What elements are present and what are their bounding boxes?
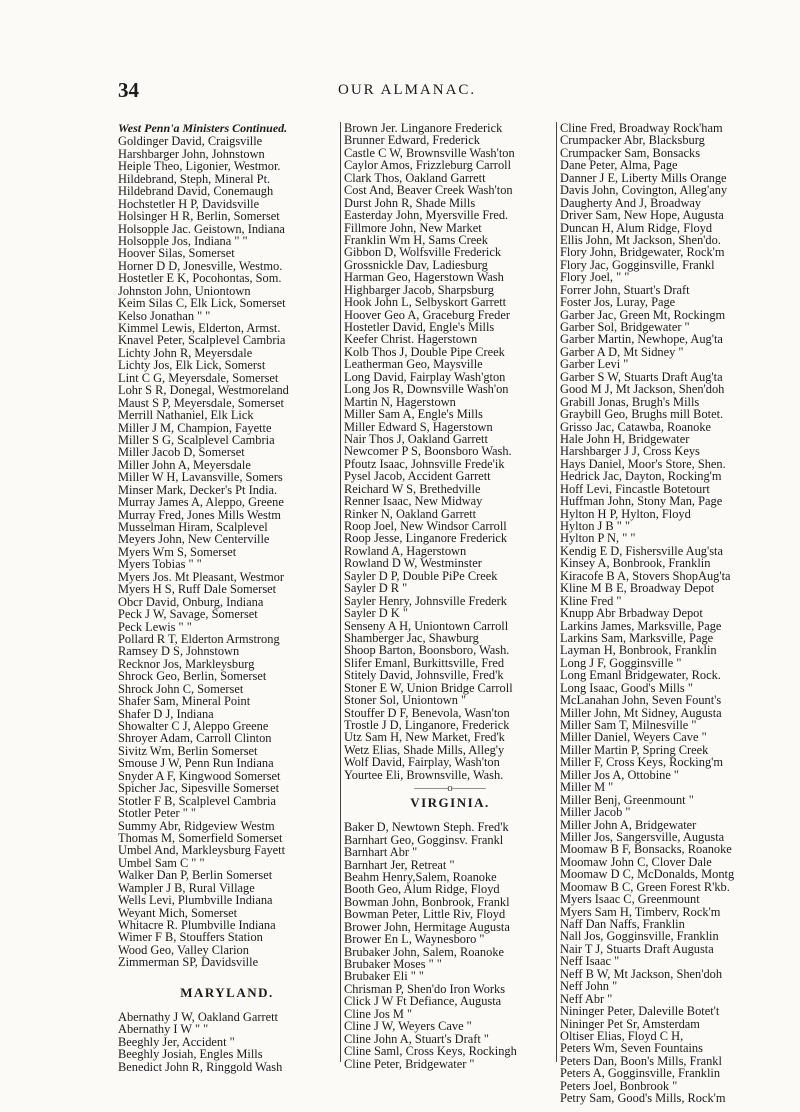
column-2 — [340, 121, 556, 1071]
directory-entry: Fillmore John, New Market — [344, 220, 482, 235]
directory-entry: Myers Jos. Mt Pleasant, Westmor — [118, 569, 285, 584]
directory-entry: Miller John, Mt Sidney, Augusta — [560, 705, 722, 720]
directory-entry: Shrock John C, Somerset — [118, 681, 244, 696]
directory-entry: Castle C W, Brownsville Wash'ton — [344, 145, 515, 160]
directory-entry: Barnhart Jer, Retreat " — [344, 857, 455, 872]
directory-entry: Benedict John R, Ringgold Wash — [118, 1059, 283, 1074]
directory-entry: Driver Sam, New Hope, Augusta — [560, 208, 724, 223]
directory-entry: Hook John L, Selbyskort Garrett — [344, 295, 507, 310]
directory-entry: Kimmel Lewis, Elderton, Armst. — [118, 321, 281, 336]
directory-entry: Brown Jer. Linganore Frederick — [344, 121, 503, 135]
directory-entry: Shamberger Jac, Shawburg — [344, 630, 479, 645]
directory-entry: Abernathy I W " " — [118, 1022, 209, 1037]
column-1 — [118, 121, 336, 1074]
directory-entry: Caylor Amos, Frizzleburg Carroll — [344, 158, 512, 173]
directory-entry: Clark Thos, Oakland Garrett — [344, 170, 486, 185]
section-heading-maryland: MARYLAND. — [180, 984, 274, 1000]
directory-entry: Peters Wm, Seven Fountains — [560, 1041, 703, 1056]
directory-entry: Good M J, Mt Jackson, Shen'doh — [560, 382, 725, 397]
directory-entry: Graybill Geo, Brughs mill Botet. — [560, 407, 724, 422]
directory-entry: Beeghly Josiah, Engles Mills — [118, 1047, 263, 1062]
directory-entry: Brubaker John, Salem, Roanoke — [344, 944, 505, 959]
directory-entry: Shoop Barton, Boonsboro, Wash. — [344, 643, 510, 658]
directory-entry: Peters A, Gogginsville, Franklin — [560, 1066, 721, 1081]
directory-entry: Durst John R, Shade Mills — [344, 195, 476, 210]
directory-entry: Larkins Sam, Marksville, Page — [560, 630, 714, 645]
directory-entry: Neff John " — [560, 979, 618, 994]
directory-entry: Sivitz Wm, Berlin Somerset — [118, 743, 258, 758]
directory-entry: Keim Silas C, Elk Lick, Somerset — [118, 296, 286, 311]
directory-entry: Miller Jacob " — [560, 805, 631, 820]
directory-entry: Miller Martin P, Spring Creek — [560, 742, 709, 757]
directory-entry: Heiple Theo, Ligonier, Westmor. — [118, 159, 281, 174]
page-number: 34 — [118, 78, 139, 102]
directory-entry: Leatherman Geo, Maysville — [344, 357, 483, 372]
directory-entry: Goldinger David, Craigsville — [118, 134, 263, 149]
directory-entry: Knavel Peter, Scalplevel Cambria — [118, 333, 286, 348]
directory-entry: Miller Daniel, Weyers Cave " — [560, 730, 707, 745]
directory-entry: Rowland A, Hagerstown — [344, 543, 467, 558]
directory-entry: Kelso Jonathan " " — [118, 308, 211, 323]
directory-entry: Miller Jos, Sangersville, Augusta — [560, 829, 725, 844]
directory-entry: Moomaw John C, Clover Dale — [560, 854, 712, 869]
directory-entry: Gibbon D, Wolfsville Frederick — [344, 245, 502, 260]
directory-entry: Obcr David, Onburg, Indiana — [118, 594, 264, 609]
directory-entry: Maust S P, Meyersdale, Somerset — [118, 395, 284, 410]
directory-entry: Reichard W S, Brethedville — [344, 481, 481, 496]
directory-entry: Wimer F B, Stouffers Station — [118, 930, 263, 945]
directory-entry: Miller John A, Meyersdale — [118, 457, 251, 472]
directory-entry: Rowland D W, Westminster — [344, 556, 482, 571]
directory-entry: Peters Dan, Boon's Mills, Frankl — [560, 1053, 722, 1068]
directory-entry: Stoner E W, Union Bridge Carroll — [344, 680, 513, 695]
directory-entry: Hochstetler H P, Davidsville — [118, 196, 260, 211]
directory-entry: Danner J E, Liberty Mills Orange — [560, 170, 727, 185]
directory-entry: Grossnickle Dav, Ladiesburg — [344, 257, 488, 272]
directory-entry: McLanahan John, Seven Fount's — [560, 693, 722, 708]
directory-entry: Murray James A, Aleppo, Greene — [118, 495, 284, 510]
directory-entry: Thomas M, Somerfield Somerset — [118, 830, 283, 845]
directory-entry: Holsopple Jos, Indiana " " — [118, 233, 248, 248]
directory-entry: Peck Lewis " " — [118, 619, 192, 634]
directory-entry: Renner Isaac, New Midway — [344, 494, 483, 509]
directory-entry: Naff Dan Naffs, Franklin — [560, 917, 685, 931]
directory-entry: Cline J W, Weyers Cave " — [344, 1019, 472, 1034]
directory-entry: Highbarger Jacob, Sharpsburg — [344, 282, 494, 297]
directory-entry: Cost And, Beaver Creek Wash'ton — [344, 183, 513, 198]
directory-entry: Cline Fred, Broadway Rock'ham — [560, 121, 723, 135]
running-title: OUR ALMANAC. — [338, 82, 477, 98]
directory-entry: Kendig E D, Fishersville Aug'sta — [560, 543, 723, 558]
directory-entry: Hildebrand, Steph, Mineral Pt. — [118, 171, 271, 186]
page-header — [118, 78, 718, 104]
directory-entry: Baker D, Newtown Steph. Fred'k — [344, 820, 509, 835]
directory-entry: Miller Edward S, Hagerstown — [344, 419, 493, 434]
directory-entry: Myers Isaac C, Greenmount — [560, 892, 700, 907]
entry-list — [560, 122, 774, 1105]
directory-entry: Sayler D K " — [344, 606, 408, 621]
directory-entry: Hylton J B " " — [560, 519, 631, 533]
directory-entry: Kinsey A, Bonbrook, Franklin — [560, 556, 711, 571]
directory-entry: Long David, Fairplay Wash'gton — [344, 369, 506, 384]
directory-entry: Meyers John, New Centerville — [118, 532, 270, 547]
directory-entry: Utz Sam H, New Market, Fred'k — [344, 730, 505, 745]
directory-entry: Abernathy J W, Oakland Garrett — [118, 1009, 279, 1024]
directory-entry: Merrill Nathaniel, Elk Lick — [118, 408, 254, 423]
directory-entry: Cline Jos M " — [344, 1006, 413, 1021]
section-ornament: ———o——— — [414, 782, 486, 795]
directory-entry: Wells Levi, Plumbville Indiana — [118, 893, 273, 908]
directory-entry: Weyant Mich, Somerset — [118, 905, 238, 920]
directory-entry: Miller Jacob D, Somerset — [118, 445, 245, 460]
directory-entry: Lichty Jos, Elk Lick, Somerst — [118, 358, 266, 373]
directory-entry: Stitely David, Johnsville, Fred'k — [344, 668, 504, 683]
directory-entry: Long Isaac, Good's Mills " — [560, 680, 693, 695]
directory-entry: Miller F, Cross Keys, Rocking'm — [560, 755, 724, 770]
directory-entry: Sayler Henry, Johnsville Frederk — [344, 593, 507, 608]
directory-entry: Petry Sam, Good's Mills, Rock'm — [560, 1091, 726, 1106]
directory-entry: Brunner Edward, Frederick — [344, 133, 480, 148]
directory-entry: Moomaw B F, Bonsacks, Roanoke — [560, 842, 732, 857]
directory-entry: Myers Wm S, Somerset — [118, 544, 237, 559]
directory-entry: Nininger Pet Sr, Amsterdam — [560, 1016, 700, 1031]
directory-entry: Shroyer Adam, Carroll Clinton — [118, 731, 272, 746]
directory-entry: Wampler J B, Rural Village — [118, 880, 255, 895]
directory-entry: Smouse J W, Penn Run Indiana — [118, 756, 274, 771]
directory-entry: Grabill Jonas, Brugh's Mills — [560, 394, 700, 409]
directory-columns — [118, 121, 770, 1106]
section-continued-label: West Penn'a Ministers Continued. — [118, 121, 288, 135]
directory-entry: Musselman Hiram, Scalplevel — [118, 520, 268, 535]
directory-entry: Zimmerman SP, Davidsville — [118, 955, 259, 970]
directory-entry: Larkins James, Marksville, Page — [560, 618, 722, 633]
directory-entry: Flory John, Bridgewater, Rock'm — [560, 245, 725, 260]
directory-entry: Hildebrand David, Conemaugh — [118, 184, 274, 199]
directory-entry: Harshbarger J J, Cross Keys — [560, 444, 700, 459]
directory-entry: Booth Geo, Alum Ridge, Floyd — [344, 882, 500, 897]
directory-entry: Miller Sam A, Engle's Mills — [344, 407, 483, 422]
directory-entry: Nininger Peter, Daleville Botet't — [560, 1004, 720, 1019]
directory-entry: Davis John, Covington, Alleg'any — [560, 183, 728, 198]
directory-entry: Rinker N, Oakland Garrett — [344, 506, 477, 521]
directory-entry: Knupp Abr Brbadway Depot — [560, 606, 703, 621]
directory-entry: Lichty John R, Meyersdale — [118, 345, 253, 360]
directory-entry: Hostetler E K, Pocohontas, Som. — [118, 271, 282, 286]
column-3 — [556, 121, 774, 1106]
directory-entry: Kiracofe B A, Stovers ShopAug'ta — [560, 568, 731, 583]
directory-entry: Shrock Geo, Berlin, Somerset — [118, 669, 267, 684]
directory-entry: Summy Abr, Ridgeview Westm — [118, 818, 275, 833]
directory-entry: Miller J M, Champion, Fayette — [118, 420, 272, 435]
directory-entry: Garber Levi " — [560, 357, 629, 372]
directory-entry: Peters Joel, Bonbrook " — [560, 1078, 678, 1093]
directory-entry: Garber Martin, Newhope, Aug'ta — [560, 332, 723, 347]
directory-entry: Roop Joel, New Windsor Carroll — [344, 519, 507, 533]
directory-entry: Umbel Sam C " " — [118, 855, 205, 870]
directory-entry: Cline Saml, Cross Keys, Rockingh — [344, 1044, 517, 1059]
directory-entry: Click J W Ft Defiance, Augusta — [344, 994, 502, 1009]
directory-entry: Shafer Sam, Mineral Point — [118, 694, 251, 709]
directory-entry: Kline Fred " — [560, 593, 622, 608]
directory-entry: Nair T J, Stuarts Draft Augusta — [560, 941, 714, 956]
directory-entry: Hedrick Jac, Dayton, Rocking'm — [560, 469, 722, 484]
directory-entry: Miller John A, Bridgewater — [560, 817, 697, 832]
directory-entry: Recknor Jos, Markleysburg — [118, 656, 255, 671]
directory-entry: Long Emanl Bridgewater, Rock. — [560, 668, 721, 683]
directory-entry: Miller Benj, Greenmount " — [560, 792, 694, 807]
directory-entry: Horner D D, Jonesville, Westmo. — [118, 258, 283, 273]
directory-entry: Brower John, Hermitage Augusta — [344, 919, 510, 934]
directory-entry: Foster Jos, Luray, Page — [560, 295, 676, 310]
directory-entry: Hylton P N, " " — [560, 531, 636, 546]
directory-entry: Miller Sam T, Milnesville " — [560, 718, 697, 732]
directory-entry: Hoover Geo A, Graceburg Freder — [344, 307, 510, 322]
directory-entry: Hays Daniel, Moor's Store, Shen. — [560, 456, 726, 471]
directory-entry: Forrer John, Stuart's Draft — [560, 282, 690, 297]
directory-entry: Huffman John, Stony Man, Page — [560, 494, 723, 509]
directory-entry: Shafer D J, Indiana — [118, 706, 214, 721]
directory-entry: Dane Peter, Alma, Page — [560, 158, 678, 173]
directory-entry: Stoner Sol, Uniontown " — [344, 693, 467, 708]
directory-entry: Miller W H, Lavansville, Somers — [118, 470, 283, 485]
directory-entry: Lint C G, Meyersdale, Somerset — [118, 370, 279, 385]
directory-entry: Newcomer P S, Boonsboro Wash. — [344, 444, 512, 459]
directory-entry: Hoover Silas, Somerset — [118, 246, 235, 261]
directory-entry: Minser Mark, Decker's Pt India. — [118, 482, 278, 497]
directory-entry: Myers Tobias " " — [118, 557, 202, 572]
directory-entry: Pollard R T, Elderton Armstrong — [118, 631, 280, 646]
directory-entry: Franklin Wm H, Sams Creek — [344, 232, 488, 247]
directory-entry: Sayler D R " — [344, 581, 408, 596]
section-spacer — [118, 969, 336, 985]
directory-entry: Sayler D P, Double PiPe Creek — [344, 568, 498, 583]
directory-entry: Umbel And, Markleysburg Fayett — [118, 843, 286, 858]
directory-entry: Cline Peter, Bridgewater " — [344, 1056, 475, 1071]
directory-entry: Brubaker Moses " " — [344, 957, 442, 971]
directory-entry: Senseny A H, Uniontown Carroll — [344, 618, 509, 633]
directory-entry: Kolb Thos J, Double Pipe Creek — [344, 344, 505, 359]
directory-entry: Hostetler David, Engle's Mills — [344, 320, 495, 334]
directory-entry: Nair Thos J, Oakland Garrett — [344, 431, 488, 446]
directory-entry: Hale John H, Bridgewater — [560, 431, 690, 446]
directory-entry: Stotler F B, Scalplevel Cambria — [118, 793, 276, 808]
directory-entry: Barnhart Abr " — [344, 845, 418, 860]
directory-entry: Pysel Jacob, Accident Garrett — [344, 469, 491, 484]
directory-entry: Brubaker Eli " " — [344, 969, 424, 984]
directory-entry: Garber Sol, Bridgewater " — [560, 320, 690, 334]
directory-entry: Miller S G, Scalplevel Cambria — [118, 432, 275, 447]
directory-entry: Martin N, Hagerstown — [344, 394, 456, 409]
directory-entry: Miller Jos A, Ottobine " — [560, 767, 679, 782]
directory-entry: Neff Isaac " — [560, 954, 620, 969]
directory-entry: Johnston John, Uniontown — [118, 283, 251, 298]
directory-entry: Crumpacker Abr, Blacksburg — [560, 133, 705, 148]
directory-entry: Kline M B E, Broadway Depot — [560, 581, 715, 596]
directory-entry: Nall Jos, Gogginsville, Franklin — [560, 929, 719, 944]
directory-entry: Duncan H, Alum Ridge, Floyd — [560, 220, 713, 235]
directory-entry: Chrisman P, Shen'do Iron Works — [344, 981, 506, 996]
directory-entry: Myers Sam H, Timberv, Rock'm — [560, 904, 721, 919]
directory-entry: Layman H, Bonbrook, Franklin — [560, 643, 717, 658]
directory-entry: Keefer Christ. Hagerstown — [344, 332, 478, 347]
entry-list — [118, 1011, 336, 1073]
directory-entry: Slifer Emanl, Burkittsville, Fred — [344, 655, 505, 670]
directory-entry: Spicher Jac, Sipesville Somerset — [118, 781, 280, 796]
directory-entry: Snyder A F, Kingwood Somerset — [118, 768, 281, 783]
directory-entry: Wolf David, Fairplay, Wash'ton — [344, 755, 500, 770]
directory-entry: Trostle J D, Linganore, Frederick — [344, 718, 510, 732]
section-heading-virginia: VIRGINIA. — [410, 795, 490, 811]
directory-entry: Bowman John, Bonbrook, Frankl — [344, 894, 510, 909]
directory-entry: Peck J W, Savage, Somerset — [118, 607, 258, 622]
entry-list — [344, 821, 556, 1070]
directory-entry: Roop Jesse, Linganore Frederick — [344, 531, 508, 546]
directory-entry: Grisso Jac, Catawba, Roanoke — [560, 419, 712, 434]
directory-entry: Yourtee Eli, Brownsville, Wash. — [344, 767, 504, 782]
directory-entry: Easterday John, Myersville Fred. — [344, 208, 509, 223]
directory-entry: Wood Geo, Valley Clarion — [118, 942, 249, 957]
directory-entry: Bowman Peter, Little Riv, Floyd — [344, 907, 506, 922]
directory-entry: Lohr S R, Donegal, Westmoreland — [118, 383, 289, 398]
directory-entry: Holsinger H R, Berlin, Somerset — [118, 209, 280, 224]
directory-entry: Showalter C J, Aleppo Greene — [118, 719, 269, 734]
directory-entry: Barnhart Geo, Gogginsv. Frankl — [344, 832, 504, 847]
directory-entry: Flory Joel, " " — [560, 270, 630, 285]
directory-entry: Beahm Henry,Salem, Roanoke — [344, 869, 497, 884]
directory-entry: Stotler Peter " " — [118, 806, 196, 821]
directory-entry: Crumpacker Sam, Bonsacks — [560, 145, 701, 160]
directory-entry: Neff B W, Mt Jackson, Shen'doh — [560, 966, 723, 981]
entry-list — [118, 135, 336, 968]
directory-entry: Myers H S, Ruff Dale Somerset — [118, 582, 277, 597]
directory-entry: Ellis John, Mt Jackson, Shen'do. — [560, 232, 721, 247]
directory-entry: Harman Geo, Hagerstown Wash — [344, 270, 504, 285]
directory-entry: Long J F, Gogginsville " — [560, 655, 682, 670]
directory-entry: Whitacre R. Plumbville Indiana — [118, 918, 276, 933]
directory-entry: Long Jos R, Downsville Wash'on — [344, 382, 509, 397]
directory-entry: Miller M " — [560, 780, 614, 795]
directory-entry: Garber S W, Stuarts Draft Aug'ta — [560, 369, 723, 384]
directory-entry: Wetz Elias, Shade Mills, Alleg'y — [344, 742, 505, 757]
directory-entry: Garber Jac, Green Mt, Rockingm — [560, 307, 726, 322]
directory-entry: Neff Abr " — [560, 991, 613, 1006]
directory-entry: Holsopple Jac. Geistown, Indiana — [118, 221, 285, 236]
directory-entry: Hoff Levi, Fincastle Botetourt — [560, 481, 710, 496]
directory-entry: Cline John A, Stuart's Draft " — [344, 1031, 489, 1046]
directory-entry: Garber A D, Mt Sidney " — [560, 344, 684, 359]
directory-entry: Brower En L, Waynesboro " — [344, 932, 485, 947]
directory-entry: Ramsey D S, Johnstown — [118, 644, 240, 659]
directory-entry: Moomaw B C, Green Forest R'kb. — [560, 879, 730, 894]
directory-entry: Daugherty And J, Broadway — [560, 195, 702, 210]
directory-entry: Moomaw D C, McDonalds, Montg — [560, 867, 735, 882]
directory-entry: Beeghly Jer, Accident " — [118, 1034, 235, 1049]
directory-entry: Pfoutz Isaac, Johnsville Frede'ik — [344, 456, 505, 471]
entry-list — [344, 122, 556, 781]
directory-entry: Stouffer D F, Benevola, Wasn'ton — [344, 705, 510, 720]
directory-entry: Flory Jac, Gogginsville, Frankl — [560, 257, 715, 272]
directory-entry: Hylton H P, Hylton, Floyd — [560, 506, 691, 521]
directory-entry: Walker Dan P, Berlin Somerset — [118, 868, 273, 883]
directory-entry: Oltiser Elias, Floyd C H, — [560, 1028, 684, 1043]
directory-entry: Harshbarger John, Johnstown — [118, 146, 265, 161]
directory-entry: Murray Fred, Jones Mills Westm — [118, 507, 281, 522]
